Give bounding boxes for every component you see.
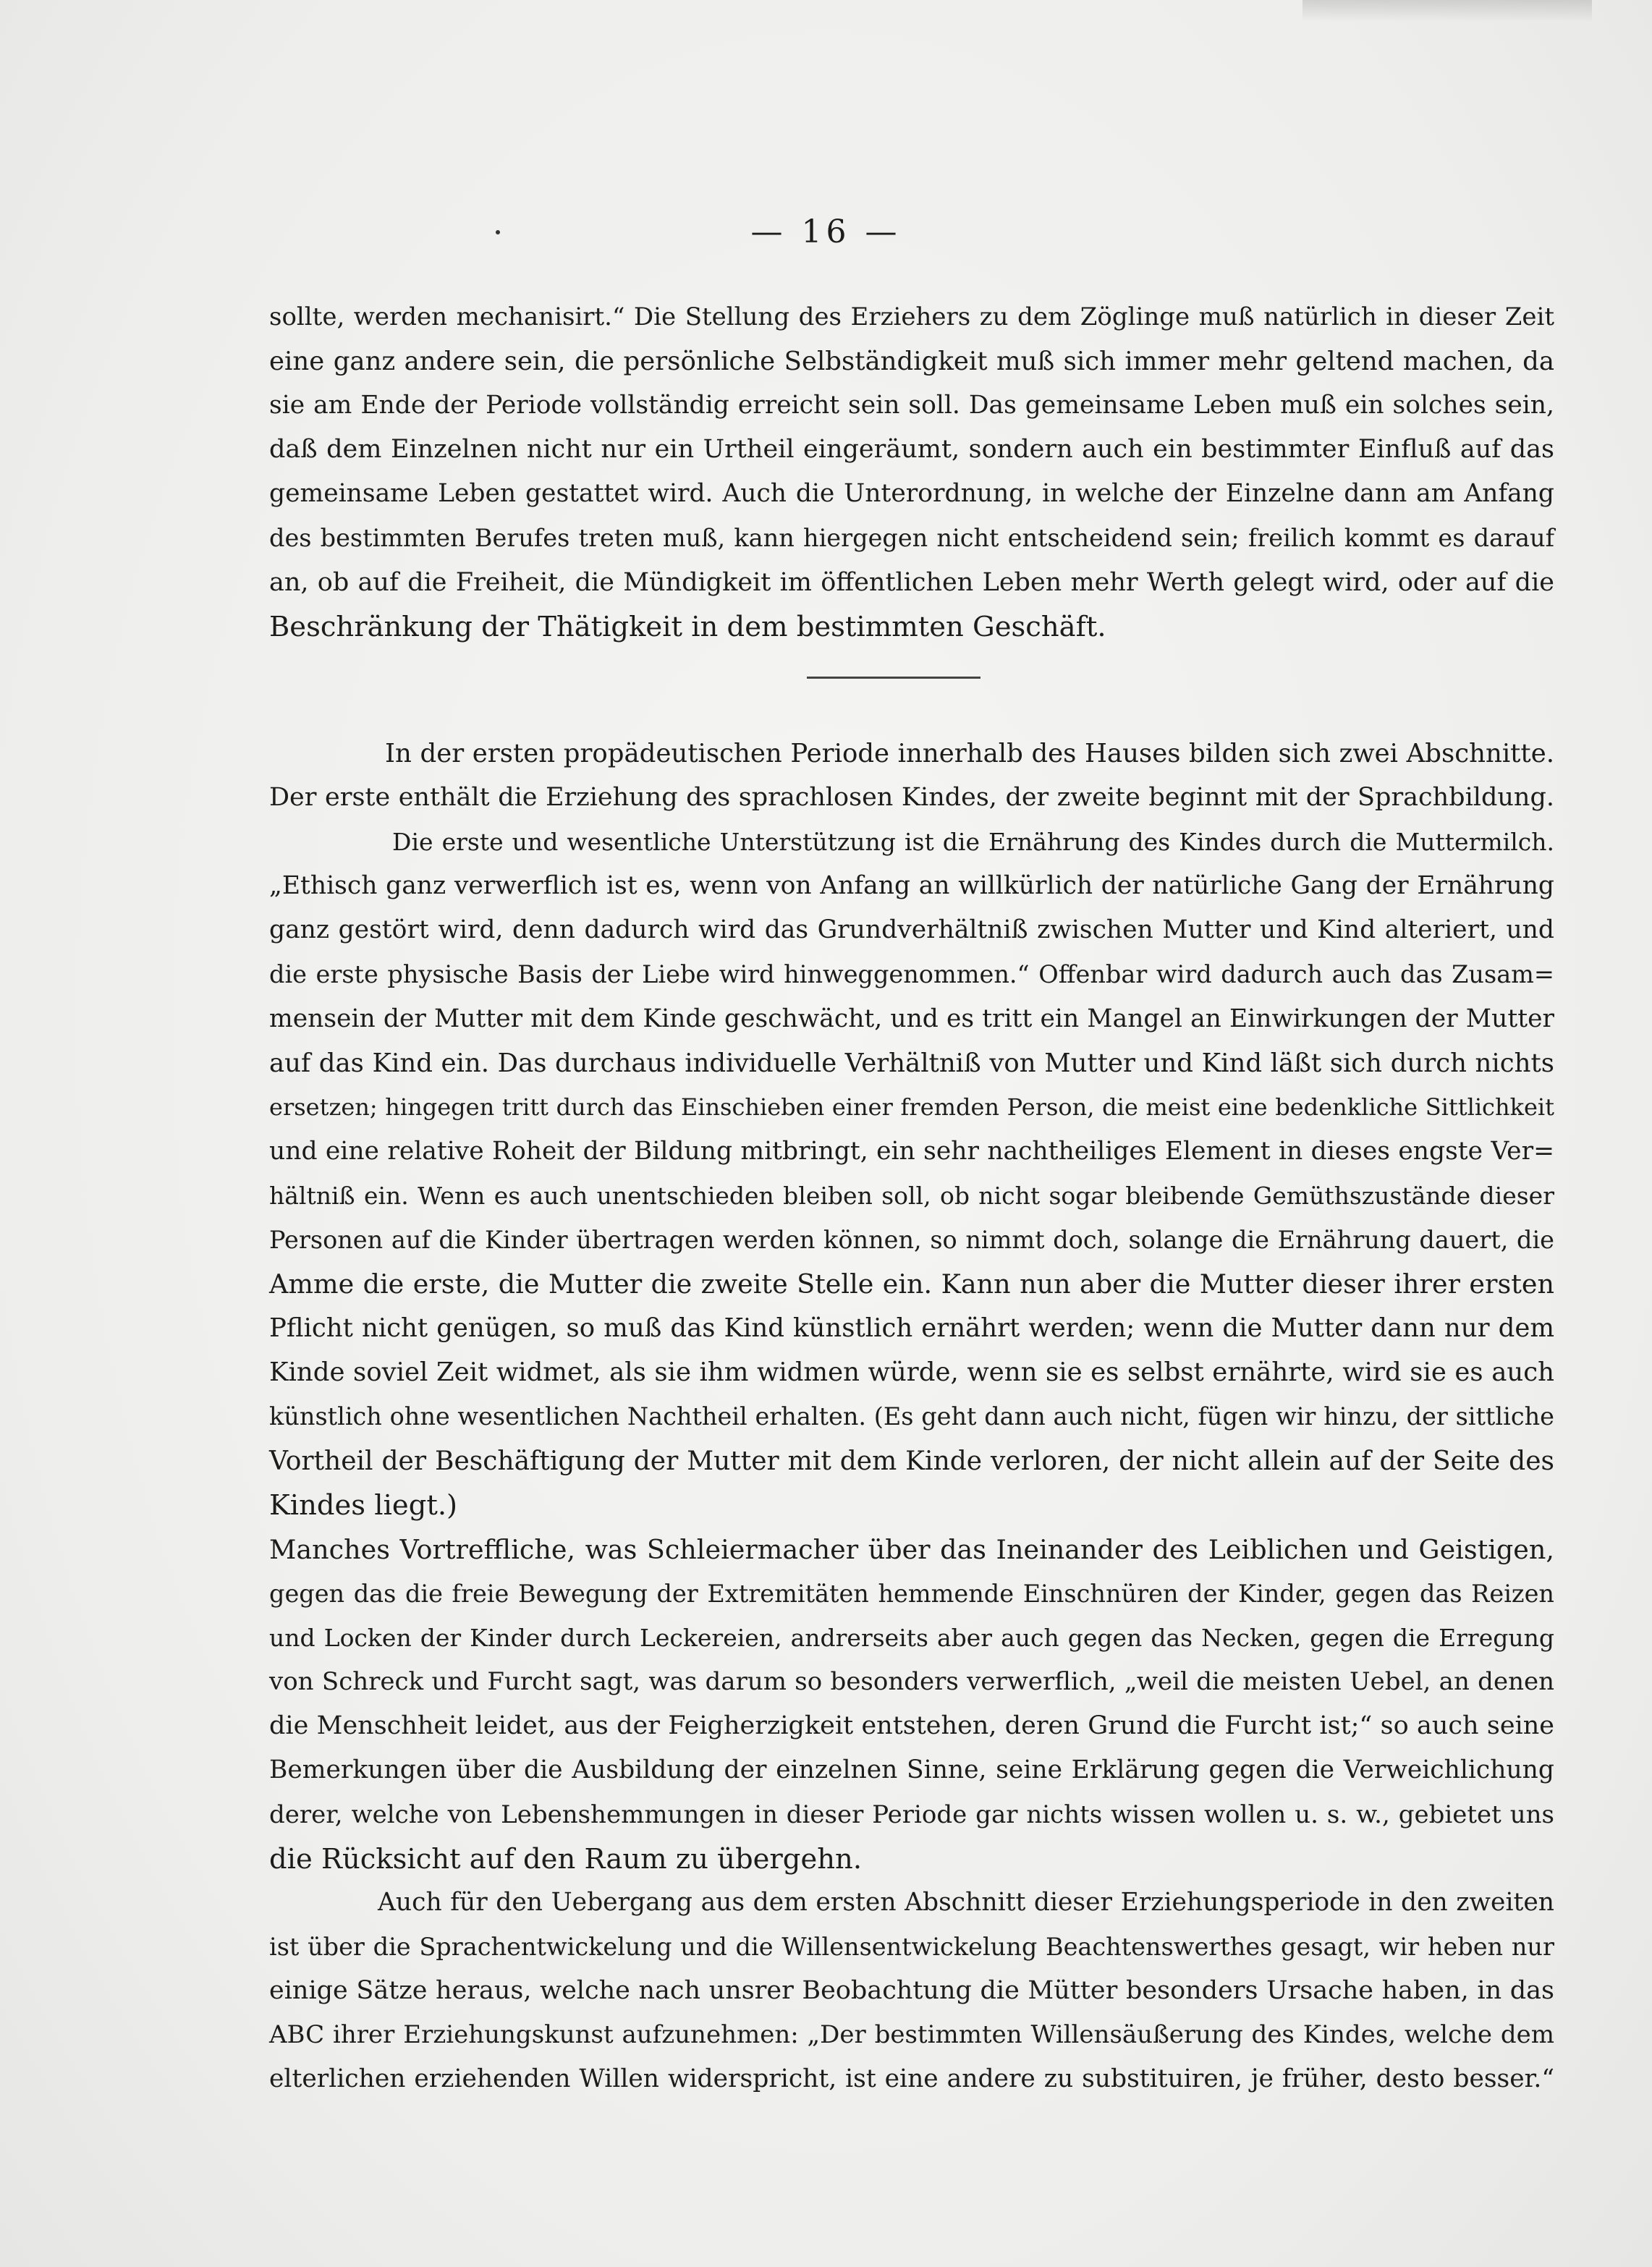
text-line: ist über die Sprachentwickelung und die Willensentwickelung Beachtenswerthes gesagt, wir heben nur (269, 1933, 1554, 1962)
text-line: In der ersten propädeutischen Periode innerhalb des Hauses bilden sich zwei Abschnitte. (385, 739, 1554, 768)
text-line: des bestimmten Berufes treten muß, kann hiergegen nicht entscheidend sein; freilich kommt es darauf (269, 524, 1554, 553)
text-line: Kinde soviel Zeit widmet, als sie ihm widmen würde, wenn sie es selbst ernährte, wird sie es auch (269, 1357, 1554, 1388)
text-line: die Menschheit leidet, aus der Feigherzigkeit entstehen, deren Grund die Furcht ist;“ so auch seine (269, 1711, 1554, 1741)
scan-smudge (1302, 0, 1592, 22)
text-line: Vortheil der Beschäftigung der Mutter mit dem Kinde verloren, der nicht allein auf der Seite des (269, 1446, 1554, 1476)
text-line: und Locken der Kinder durch Leckereien, andrerseits aber auch gegen das Necken, gegen die Erregung (269, 1624, 1554, 1653)
text-line: Pflicht nicht genügen, so muß das Kind künstlich ernährt werden; wenn die Mutter dann nur dem (269, 1313, 1554, 1344)
section-divider (807, 677, 980, 679)
text-line: Amme die erste, die Mutter die zweite Stelle ein. Kann nun aber die Mutter dieser ihrer ersten (269, 1268, 1554, 1300)
text-line: elterlichen erziehenden Willen widerspricht, ist eine andere zu substituiren, je früher, desto besser.“ (269, 2064, 1554, 2094)
text-line: gemeinsame Leben gestattet wird. Auch die Unterordnung, in welche der Einzelne dann am Anfang (269, 479, 1554, 509)
text-line: auf das Kind ein. Das durchaus individuelle Verhältniß von Mutter und Kind läßt sich durch nichts (269, 1048, 1554, 1078)
text-line: ABC ihrer Erziehungskunst aufzunehmen: „Der bestimmten Willensäußerung des Kindes, welche dem (269, 2020, 1554, 2050)
text-line: Beschränkung der Thätigkeit in dem bestimmten Geschäft. (269, 610, 1106, 643)
text-line: die Rücksicht auf den Raum zu übergehn. (269, 1842, 863, 1876)
text-line: künstlich ohne wesentlichen Nachtheil erhalten. (Es geht dann auch nicht, fügen wir hinzu, der sittliche (269, 1402, 1554, 1431)
text-line: Manches Vortreffliche, was Schleiermacher über das Ineinander des Leiblichen und Geistigen, (269, 1534, 1554, 1565)
text-line: „Ethisch ganz verwerflich ist es, wenn von Anfang an willkürlich der natürliche Gang der Ernährung (269, 871, 1554, 901)
text-line: und eine relative Roheit der Bildung mitbringt, ein sehr nachtheiliges Element in dieses engste Ver= (269, 1136, 1554, 1166)
paragraph-1 (269, 295, 1554, 649)
text-line: Kindes liegt.) (269, 1488, 458, 1522)
text-line: von Schreck und Furcht sagt, was darum so besonders verwerflich, „weil die meisten Uebel, an denen (269, 1667, 1554, 1697)
page-number: — 16 — (750, 213, 902, 250)
text-line: hältniß ein. Wenn es auch unentschieden bleiben soll, ob nicht sogar bleibende Gemüthszustände dieser (269, 1181, 1554, 1210)
text-line: die erste physische Basis der Liebe wird hinweggenommen.“ Offenbar wird dadurch auch das Zusam= (269, 960, 1554, 989)
text-line: Personen auf die Kinder übertragen werden können, so nimmt doch, solange die Ernährung dauert, die (269, 1226, 1554, 1255)
text-line: Auch für den Uebergang aus dem ersten Abschnitt dieser Erziehungsperiode in den zweiten (378, 1888, 1554, 1917)
text-line: sie am Ende der Periode vollständig erreicht sein soll. Das gemeinsame Leben muß ein solches sein, (269, 391, 1554, 420)
paragraph-4 (269, 1881, 1554, 2101)
text-line: daß dem Einzelnen nicht nur ein Urtheil eingeräumt, sondern auch ein bestimmter Einfluß auf das (269, 435, 1554, 465)
text-line: an, ob auf die Freiheit, die Mündigkeit im öffentlichen Leben mehr Werth gelegt wird, oder auf die (269, 567, 1554, 597)
text-line: Der erste enthält die Erziehung des sprachlosen Kindes, der zweite beginnt mit der Sprachbildung. (269, 783, 1554, 813)
text-line: eine ganz andere sein, die persönliche Selbständigkeit muß sich immer mehr geltend machen, da (269, 347, 1554, 377)
text-line: sollte, werden mechanisirt.“ Die Stellung des Erziehers zu dem Zöglinge muß natürlich in dieser Zeit (269, 302, 1554, 331)
paragraph-3 (269, 1527, 1554, 1881)
paragraph-2 (269, 732, 1554, 1527)
text-line: gegen das die freie Bewegung der Extremitäten hemmende Einschnüren der Kinder, gegen das Reizen (269, 1580, 1554, 1609)
text-line: mensein der Mutter mit dem Kinde geschwächt, und es tritt ein Mangel an Einwirkungen der Mutter (269, 1004, 1554, 1033)
text-line: Die erste und wesentliche Unterstützung ist die Ernährung des Kindes durch die Muttermilch. (392, 828, 1554, 857)
text-line: ersetzen; hingegen tritt durch das Einschieben einer fremden Person, die meist eine bedenkliche Sittlichkeit (269, 1093, 1554, 1121)
text-line: Bemerkungen über die Ausbildung der einzelnen Sinne, seine Erklärung gegen die Verweichlichung (269, 1755, 1554, 1785)
text-line: derer, welche von Lebenshemmungen in dieser Periode gar nichts wissen wollen u. s. w., gebietet uns (269, 1800, 1554, 1829)
text-line: einige Sätze heraus, welche nach unsrer Beobachtung die Mütter besonders Ursache haben, in das (269, 1976, 1554, 2006)
text-line: ganz gestört wird, denn dadurch wird das Grundverhältniß zwischen Mutter und Kind alteriert, und (269, 915, 1554, 945)
